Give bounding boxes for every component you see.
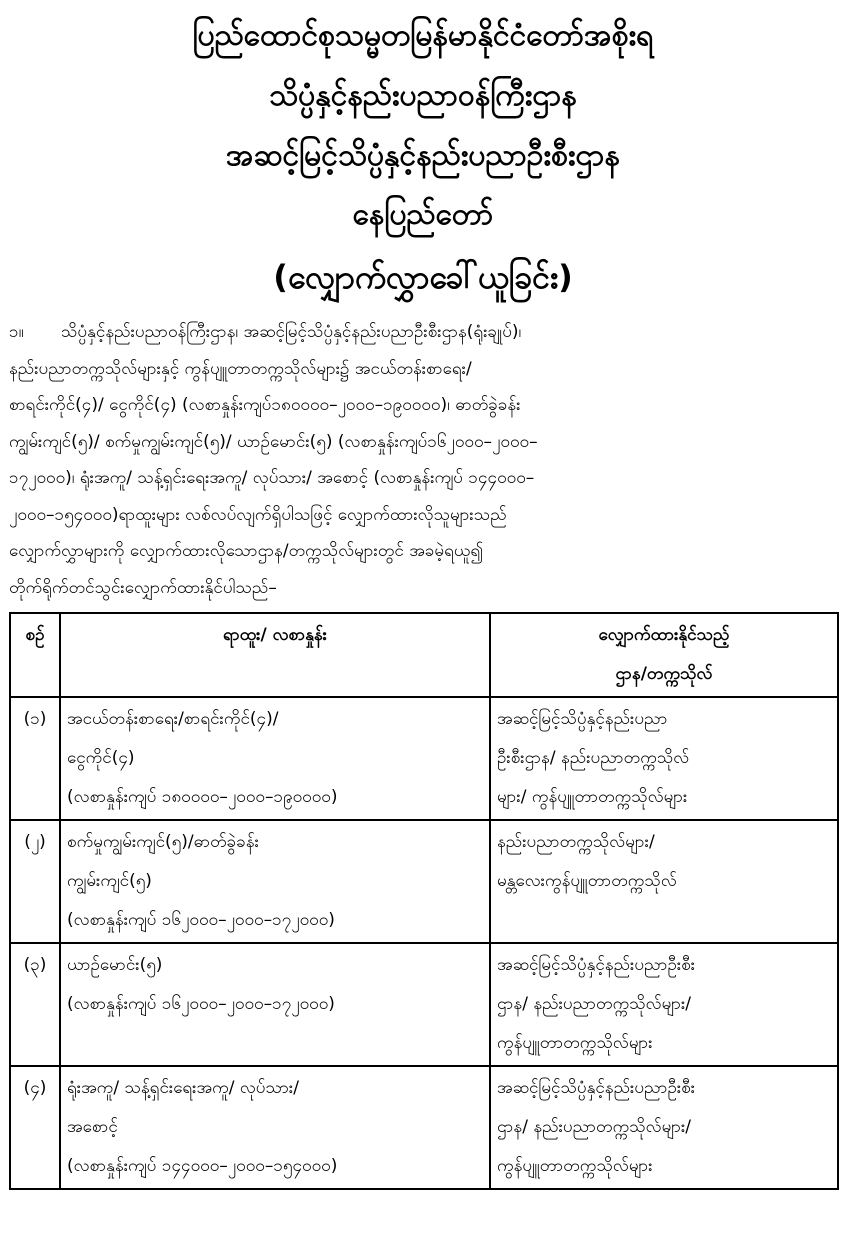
row-post: ယာဉ်မောင်း(၅) (လစာနှုန်းကျပ် ၁၆၂၀၀၀–၂၀၀၀–၁၇၂၀၀၀) [60, 943, 490, 1066]
paragraph-line: ၁၇၂၀၀၀)၊ ရုံးအကူ/ သန့်ရှင်းရေးအကူ/ လုပ်သား/ အစောင့် (လစာနှုန်းကျပ် ၁၄၄၀၀၀– [9, 468, 535, 488]
table-row [10, 1066, 838, 1189]
vacancy-table [9, 612, 839, 1190]
notice-paragraph [9, 314, 837, 606]
paragraph-line: ကျွမ်းကျင်(၅)/ စက်မှုကျွမ်းကျင်(၅)/ ယာဉ်မောင်း(၅) (လစာနှုန်းကျပ်၁၆၂၀၀၀–၂၀၀၀– [9, 431, 538, 452]
paragraph-number: ၁။ [9, 322, 24, 342]
paragraph-line: ၁။ သိပ္ပံနှင့်နည်းပညာဝန်ကြီးဌာန၊ အဆင့်မြင့်သိပ္ပံနှင့်နည်းပညာဦးစီးဌာန(ရုံးချုပ်)၊ [9, 314, 837, 351]
row-place: အဆင့်မြင့်သိပ္ပံနှင့်နည်းပညာ ဦးစီးဌာန/ နည်းပညာတက္ကသိုလ် များ/ ကွန်ပျူတာတက္ကသိုလ်များ [490, 697, 838, 820]
table-row [10, 697, 838, 820]
header-city: နေပြည်တော် [352, 197, 494, 232]
table-row [10, 820, 838, 943]
row-number: (၁) [10, 697, 60, 820]
row-number: (၃) [10, 943, 60, 1066]
row-post: ရုံးအကူ/ သန့်ရှင်းရေးအကူ/ လုပ်သား/ အစောင့် (လစာနှုန်းကျပ် ၁၄၄၀၀၀–၂၀၀၀–၁၅၄၀၀၀) [60, 1066, 490, 1189]
paragraph-line: နည်းပညာတက္ကသိုလ်များနှင့် ကွန်ပျူတာတက္ကသိုလ်များ၌ အငယ်တန်းစာရေး/ [9, 358, 472, 379]
paragraph-line: လျှောက်လွှာများကို လျှောက်ထားလိုသောဌာန/တက္ကသိုလ်များတွင် အခမဲ့ရယူ၍ [9, 541, 484, 561]
row-place: နည်းပညာတက္ကသိုလ်များ/ မန္တလေးကွန်ပျူတာတက္ကသိုလ် [490, 820, 838, 943]
row-place: အဆင့်မြင့်သိပ္ပံနှင့်နည်းပညာဦးစီး ဌာန/ နည်းပညာတက္ကသိုလ်များ/ ကွန်ပျူတာတက္ကသိုလ်များ [490, 943, 838, 1066]
table-header-row [10, 613, 838, 697]
row-post: အငယ်တန်းစာရေး/စာရင်းကိုင်(၄)/ ငွေကိုင်(၄) (လစာနှုန်းကျပ် ၁၈၀၀၀၀–၂၀၀၀–၁၉၀၀၀၀) [60, 697, 490, 820]
header-post-salary: ရာထူး/ လစာနှုန်း [60, 613, 490, 697]
header-ministry: သိပ္ပံနှင့်နည်းပညာဝန်ကြီးဌာန [269, 78, 577, 113]
header-government: ပြည်ထောင်စုသမ္မတမြန်မာနိုင်ငံတော်အစိုးရ [192, 18, 654, 53]
paragraph-line: တိုက်ရိုက်တင်သွင်းလျှောက်ထားနိုင်ပါသည်– [9, 577, 277, 598]
paragraph-line: ၂၀၀၀–၁၅၄၀၀၀)ရာထူးများ လစ်လပ်လျက်ရှိပါသဖြင့် လျှောက်ထားလိုသူများသည် [9, 504, 507, 525]
table-row [10, 943, 838, 1066]
header-department: အဆင့်မြင့်သိပ္ပံနှင့်နည်းပညာဦးစီးဌာန [225, 138, 621, 173]
row-post: စက်မှုကျွမ်းကျင်(၅)/ဓာတ်ခွဲခန်း ကျွမ်းကျင်(၅) (လစာနှုန်းကျပ် ၁၆၂၀၀၀–၂၀၀၀–၁၇၂၀၀၀) [60, 820, 490, 943]
header-serial: စဉ် [10, 613, 60, 697]
header-notice-title: (လျှောက်လွှာခေါ်ယူခြင်း) [273, 258, 573, 296]
header-applicable-place: လျှောက်ထားနိုင်သည့် ဌာန/တက္ကသိုလ် [490, 613, 838, 697]
row-place: အဆင့်မြင့်သိပ္ပံနှင့်နည်းပညာဦးစီး ဌာန/ နည်းပညာတက္ကသိုလ်များ/ ကွန်ပျူတာတက္ကသိုလ်များ [490, 1066, 838, 1189]
paragraph-line: စာရင်းကိုင်(၄)/ ငွေကိုင်(၄) (လစာနှုန်းကျပ်၁၈၀၀၀၀–၂၀၀၀–၁၉၀၀၀၀)၊ ဓာတ်ခွဲခန်း [9, 395, 521, 415]
announcement-page [0, 6, 846, 1253]
row-number: (၄) [10, 1066, 60, 1189]
row-number: (၂) [10, 820, 60, 943]
